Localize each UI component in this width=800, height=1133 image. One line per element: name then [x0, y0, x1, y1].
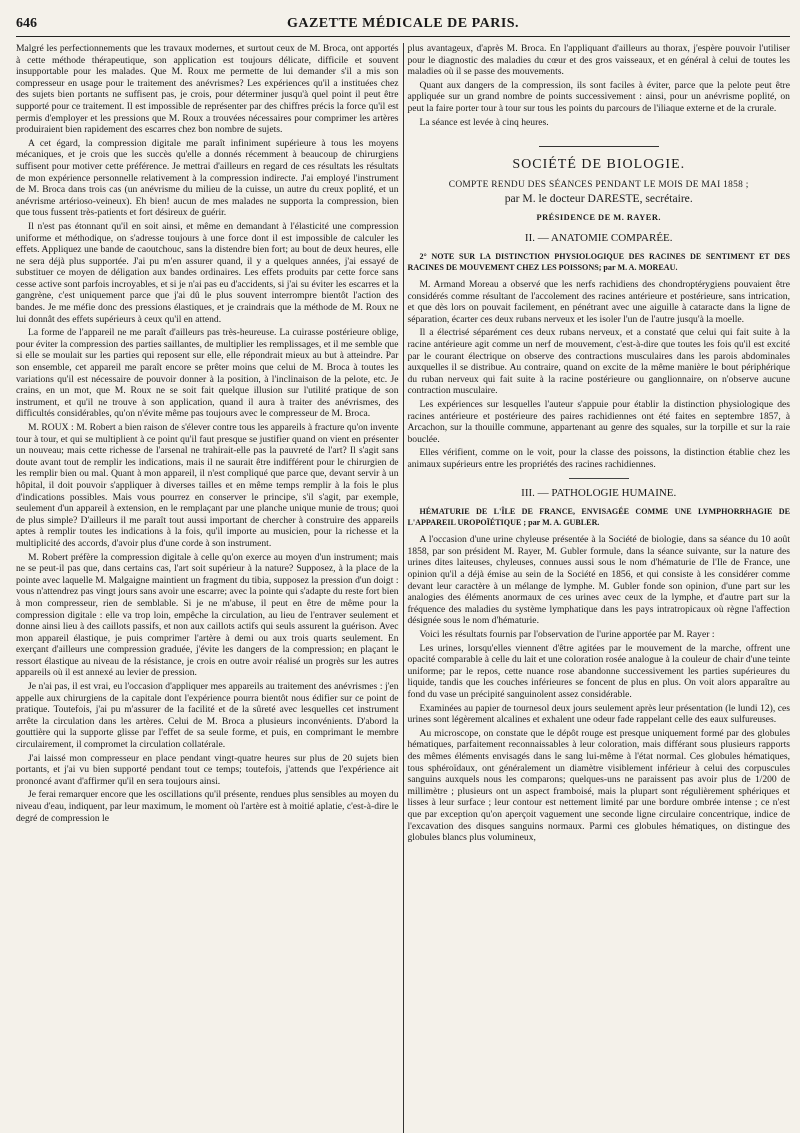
paragraph: Voici les résultats fournis par l'observation de l'urine apportée par M. Rayer :	[419, 629, 715, 641]
paragraph: Quant aux dangers de la compression, ils sont faciles à éviter, parce que la pelote peut être appliquée sur un grand nombre de points successivement : ainsi, pour un anévrisme poplité, on peut la faire porter tour à tour sur tous les points du parcours de l'iliaque externe et de la crurale.	[407, 79, 790, 114]
paragraph: Je ferai remarquer encore que les oscillations qu'il présente, rendues plus sensibles au moyen du niveau d'eau, indiquent, par leur maximum, le moment où l'artère est à moitié aplatie, c'est-à-dire le degré de compression le	[16, 789, 399, 824]
compte-rendu-line: COMPTE RENDU DES SÉANCES PENDANT LE MOIS DE MAI 1858 ;	[448, 180, 749, 191]
paragraph: Examinées au papier de tournesol deux jours seulement après leur présentation (le lundi 12), ces urines sont légèrement alcalines et exhalent une odeur fade rappelant celle des eaux sulfureuses.	[407, 702, 790, 726]
two-column-body	[16, 43, 790, 1133]
paragraph: Malgré les perfectionnements que les travaux modernes, et surtout ceux de M. Broca, ont apportés à cette méthode thérapeutique, son application est toujours délicate, difficile et souvent insupportable pour les malades. Que M. Roux me permette de lui demander s'il a mis son compresseur en usage pour le traitement des anévrismes? Les expériences qu'il a instituées chez des sujets bien portants ne suffisent pas, je crois, pour déterminer jusqu'à quel point il peut être supporté pour ce traitement. Il est impossible de représenter par des chiffres précis la force qu'il est permis d'employer et les pressions que M. Roux a trouvées nécessaires pour comprimer les artères produiraient bien rapidement des escarres chez bon nombre de sujets.	[16, 43, 399, 136]
paragraph: La forme de l'appareil ne me paraît d'ailleurs pas très-heureuse. La cuirasse postérieure oblige, pour éviter la compression des parties saillantes, de multiplier les remplissages, et il me semble que si elle se moulait sur les parties qui reposent sur elle, elle répondrait mieux au but à atteindre. Par son ensemble, cet appareil me paraît encore se prêter moins que celui de M. Broca à toutes les variations qu'il est nécessaire de pouvoir donner à la position, à l'inclinaison de la pelote, etc. Je crains, en un mot, que M. Roux ne se soit fait quelque illusion sur l'utilité pratique de son instrument, et qu'il ne trouve à son application, quand il aura à traiter des anévrismes, des difficultés considérables, qu'on n'évite même pas toujours avec le compresseur de M. Broca.	[16, 327, 399, 420]
journal-title: GAZETTE MÉDICALE DE PARIS.	[286, 16, 520, 31]
compte-rendu-heading	[407, 179, 790, 205]
paragraph: A cet égard, la compression digitale me paraît infiniment supérieure à tous les moyens mécaniques, et je crois que les succès qu'elle a donnés récemment à beaucoup de chirurgiens suffisent pour motiver cette préférence. Je mettrai d'ailleurs en regard de ces résultats les résultats de mon expérience personnelle relativement à la compression indirecte. J'ai employé l'instrument de M. Broca dans trois cas (un anévrisme du milieu de la cuisse, un autre du creux poplité, et un anévrisme artérioso-veineux). Eh bien! aucun de mes malades ne supporta la compression, bien que tous fussent très-patients et fort désireux de guérir.	[16, 137, 399, 219]
paragraph: Il n'est pas étonnant qu'il en soit ainsi, et même en demandant à l'élasticité une compression uniforme et méthodique, on s'adresse toujours à une force dont il est impossible de calculer les effets. Appliquez une bande de caoutchouc, sans la distendre bien fort; au bout de deux heures, elle ne sera déjà plus supportée. J'ai pu m'en assurer quand, il y a quelques années, j'ai essayé de substituer ce moyen de déligation aux bandes ordinaires. Les effets produits par cette force sans cesse active sont parfois incroyables, et si je n'ai pas eu d'accidents, si j'ai su éviter les escarres et la gangrène, c'est uniquement parce que j'ai dû le plus souvent interrompre bientôt l'action des bandes. Je me méfie donc des pressions élastiques, et je craindrais que la méthode de M. Roux ne lui donnât des effets supérieurs à ceux qu'il en attend.	[16, 220, 399, 325]
paragraph: Il a électrisé séparément ces deux rubans nerveux, et a constaté que celui qui fait suite à la racine antérieure agit comme un nerf de mouvement, c'est-à-dire que toutes les fois qu'il est excité par le courant électrique on observe des contractions musculaires dans les parois abdominales auxquelles il se distribue. Au contraire, quand on excite de la même manière le bout périphérique du ruban nerveux qui fait suite à la racine postérieure ou ganglionnaire, on n'observe aucune contraction musculaire.	[407, 327, 790, 397]
section-heading: III. — PATHOLOGIE HUMAINE.	[521, 487, 677, 500]
presidence-line: PRÉSIDENCE DE M. RAYER.	[536, 213, 661, 223]
article-title: HÉMATURIE DE L'ÎLE DE FRANCE, ENVISAGÉE COMME UNE LYMPHORRHAGIE DE L'APPAREIL UROPOÏÉTIQUE ; par M. A. GUBLER.	[407, 507, 790, 527]
paragraph: Au microscope, on constate que le dépôt rouge est presque uniquement formé par des globules hématiques, parfaitement reconnaissables à leur coloration, mais différant sous plusieurs rapports des mêmes éléments envisagés dans le sang lui-même à l'état normal. Ces globules hématiques, tous sphéroïdaux, ont généralement un diamètre visiblement inférieur à celui des corpuscules sanguins auxquels nous les comparons; quelques-uns ne paraissent pas avoir plus de 1/200 de millimètre ; plusieurs ont un aspect framboisé, mais la plupart sont régulièrement sphériques et lisses à leur surface ; leur contour est nettement limité par une bordure ombrée intense ; ce n'est que par exception qu'on aperçoit vaguement une seconde ligne circulaire concentrique, indice de l'excavation des disques sanguins normaux. Parmi ces globules hématiques, on distingue des globules blancs plus volumineux,	[407, 727, 790, 844]
paragraph: J'ai laissé mon compresseur en place pendant vingt-quatre heures sur plus de 20 sujets bien portants, et j'ai vu bien supporté pendant tout ce temps; toutefois, j'attends que l'expérience ait prononcé avant d'affirmer qu'il en sera toujours ainsi.	[16, 752, 399, 787]
paragraph: M. Robert préfère la compression digitale à celle qu'on exerce au moyen d'un instrument; mais ne se peut-il pas que, dans certains cas, l'art soit supérieur à la nature? Supposez, à la place de la pointe avec laquelle M. Malgaigne maintient un fragment du tibia, supposez la pression d'un doigt : vous n'attendrez pas vingt jours sans avoir une escarre; avec la pointe qui s'adapte du reste fort bien à mon compresseur, rien de semblable. Si je ne m'abuse, il peut en être de même pour la compression digitale : elle va trop loin, empêche la circulation, au lieu de l'entraver seulement et donne ainsi lieu à des caillots passifs, et non aux caillots actifs qui seuls assurent la guérison. Avec mon appareil élastique, je puis comprimer l'artère à demi ou aux trois quarts seulement. En exerçant d'ailleurs une compression graduée, j'évite les dangers de la compression; en plaçant le ressort élastique au niveau de la résistance, je crois en outre avoir réalisé un progrès sur les autres appareils où il est annexé au levier de pression.	[16, 551, 399, 679]
paragraph: Les urines, lorsqu'elles viennent d'être agitées par le mouvement de la marche, offrent une opacité comparable à celle du lait et une coloration rosée analogue à la couleur de chair d'une teinte uniforme; par le repos, cette nuance rose abandonne successivement les parties supérieures du liquide, tandis que les couches inférieures se foncent de plus en plus. On voit alors apparaître au fond du vase un précipité sanguinolent assez considérable.	[407, 642, 790, 700]
society-title: SOCIÉTÉ DE BIOLOGIE.	[407, 146, 790, 173]
paragraph: La séance est levée à cinq heures.	[419, 116, 549, 128]
secretary-line: par M. le docteur DARESTE, secrétaire.	[504, 192, 693, 206]
article-title: 2° NOTE SUR LA DISTINCTION PHYSIOLOGIQUE DES RACINES DE SENTIMENT ET DES RACINES DE MOUVEMENT CHEZ LES POISSONS; par M. A. MOREAU.	[407, 252, 790, 272]
paragraph: M. ROUX : M. Robert a bien raison de s'élever contre tous les appareils à fracture qu'on invente tour à tour, et qui se multiplient à ce point qu'il faut presque se justifier quand on vient en présenter un nouveau; mais cette richesse de l'arsenal ne trahirait-elle pas la pauvreté de l'art? Il s'agit sans doute avant tout de remplir les indications, mais il ne saurait être indifférent pour le chirurgien de les remplir bien ou mal. Quant à mon appareil, il n'est compliqué que parce que, devant servir à un hôpital, il doit pouvoir s'appliquer à diverses tailles et en même temps remplir à la fois le plus d'indications possibles. Mais vous pourrez en conserver le principe, s'il s'agit, par exemple, seulement d'un appareil à extension, en le remplaçant par une planche unique munie de trous; quoi de plus simple? D'ailleurs il me paraît tout aussi important de chercher à construire des appareils aptes à remplir toutes les indications à la fois, qu'il importe au musicien, pour la richesse et la multiplicité des accords, d'avoir plus d'une corde à son instrument.	[16, 422, 399, 549]
paragraph: A l'occasion d'une urine chyleuse présentée à la Société de biologie, dans sa séance du 10 août 1858, par son président M. Rayer, M. Gubler formule, dans la séance suivante, sur la nature des urines dites laiteuses, chyleuses, connues aussi sous le nom d'hématurie de l'Ile de France, une opinion qu'il a déjà émise au sein de la Société en 1856, et qui consiste à les considérer comme devant leur caractère à un mélange de lymphe. M. Gubler fonde son opinion, d'une part sur les analogies des éléments anormaux de ces urines avec ceux de la lymphe, et d'autre part sur la fréquence des maladies du système lymphatique dans les pays intratropicaux où règne l'affection désignée sous le nom d'hématurie.	[407, 534, 790, 627]
paragraph: Elles vérifient, comme on le voit, pour la classe des poissons, la distinction établie chez les animaux supérieurs entre les propriétés des racines rachidiennes.	[407, 447, 790, 470]
section-separator	[569, 478, 629, 479]
paragraph: Je n'ai pas, il est vrai, eu l'occasion d'appliquer mes appareils au traitement des anévrismes : j'en appelle aux chirurgiens de la capitale dont l'expérience pourra bientôt nous édifier sur ce point de pratique. Toutefois, j'ai pu m'assurer de la facilité et de la sûreté avec lesquelles cet instrument arrête la circulation dans les artères. Celui de M. Broca a plusieurs inconvénients. D'abord la gouttière qui la supporte glisse par l'effet de sa seule forme, et puis, en comprimant le membre circulairement, il compromet la circulation collatérale.	[16, 681, 399, 751]
paragraph: M. Armand Moreau a observé que les nerfs rachidiens des chondroptérygiens pouvaient être considérés comme résultant de l'accolement des racines antérieure et postérieure, sans intrication, et que dès lors on pouvait facilement, en pénétrant avec une aiguille à cataracte dans la ligne de séparation, écarter ces deux rubans nerveux et les isoler l'un de l'autre jusqu'à la moelle.	[407, 278, 790, 325]
running-head	[16, 14, 790, 37]
column-rule	[403, 43, 404, 1133]
right-column	[407, 43, 790, 1133]
paragraph: plus avantageux, d'après M. Broca. En l'appliquant d'ailleurs au thorax, j'espère pouvoir l'utiliser pour le diagnostic des maladies du cœur et des gros vaisseaux, et en général à celui de toutes les maladies où il se passe des mouvements.	[407, 43, 790, 78]
section-heading: II. — ANATOMIE COMPARÉE.	[524, 232, 673, 245]
left-column	[16, 43, 399, 1133]
page-number: 646	[16, 16, 37, 31]
paragraph: Les expériences sur lesquelles l'auteur s'appuie pour établir la distinction physiologique des racines antérieure et postérieure des paires rachidiennes ont été faites en septembre 1857, à Arcachon, sur la thouille commune, appartenant au genre des squales, sur la torpille et sur la raie bouclée.	[407, 398, 790, 445]
